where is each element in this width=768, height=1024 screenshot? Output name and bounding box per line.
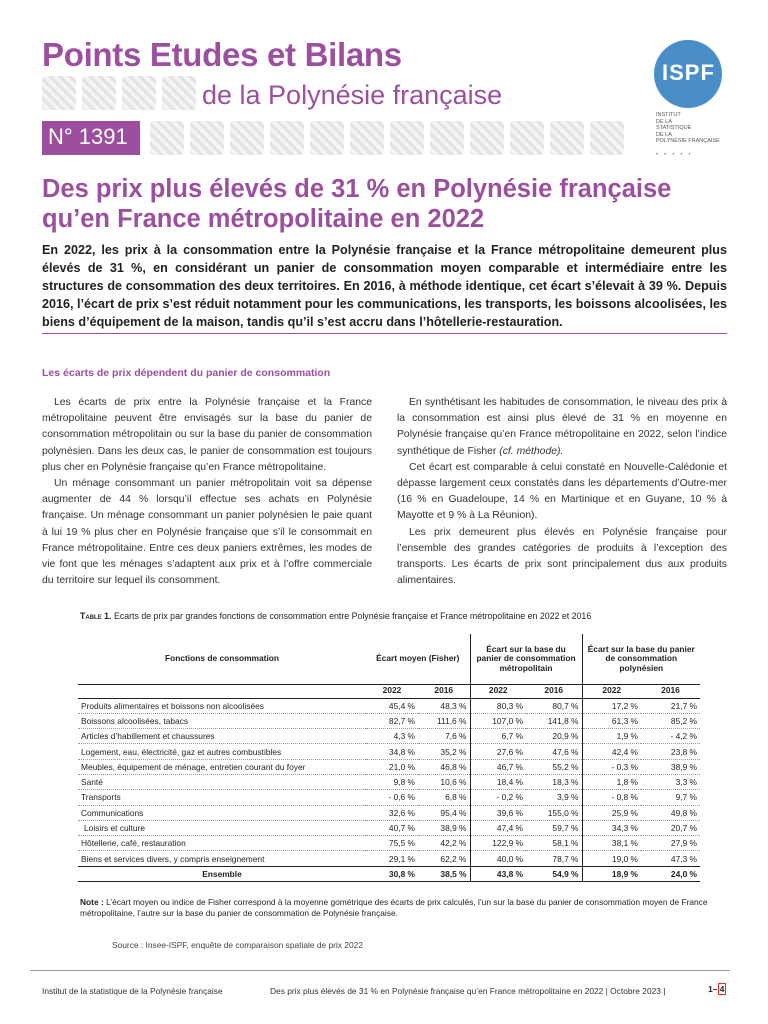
table-cell: 18,4 %	[470, 774, 526, 789]
table-cell: 48,3 %	[418, 698, 470, 713]
table-cell: 25,9 %	[582, 805, 641, 820]
table-cell: 23,8 %	[641, 744, 700, 759]
table-cell: - 0,6 %	[366, 790, 418, 805]
table-cell: 58,1 %	[526, 836, 582, 851]
table-cell: 85,2 %	[641, 713, 700, 728]
table-cell: 4,3 %	[366, 729, 418, 744]
paragraph: Les écarts de prix entre la Polynésie française et la France métropolitaine peuvent être envisagés sur la base du panier de consommation métropolitain ou sur la base du panier de consommation polynésien. Dans les deux cas, le panier de consommation est toujours plus cher en Polynésie française qu’en France métropolitaine.	[42, 397, 372, 473]
table-cell: 19,0 %	[582, 851, 641, 866]
note-text: L’écart moyen ou indice de Fisher correspond à la moyenne gométrique des écarts de prix calculés, l’un sur la base du panier de consommation moyen de France métropolitaine, l’autre sur la base du panier de consommation de Polynésie française.	[80, 897, 708, 918]
page-separator: –	[712, 984, 718, 994]
table-cell: 3,3 %	[641, 774, 700, 789]
table-cell: 21,7 %	[641, 698, 700, 713]
column-header: Écart moyen (Fisher)	[376, 653, 460, 663]
pattern-tile	[350, 121, 384, 155]
year-header: 2022	[366, 684, 418, 698]
table-cell: 18,3 %	[526, 774, 582, 789]
total-cell: 24,0 %	[641, 866, 700, 881]
table-cell: 40,7 %	[366, 820, 418, 835]
row-label: Meubles, équipement de ménage, entretien courant du foyer	[78, 759, 366, 774]
table-cell: - 0,3 %	[582, 759, 641, 774]
table-cell: 46,7 %	[470, 759, 526, 774]
pattern-tile	[390, 121, 424, 155]
year-header: 2022	[582, 684, 641, 698]
table-cell: 40,0 %	[470, 851, 526, 866]
table-cell: 27,9 %	[641, 836, 700, 851]
row-label: Santé	[78, 774, 366, 789]
paragraph: Les prix demeurent plus élevés en Polynésie française pour l’ensemble des grandes catégories de produits à l’exception des transports. Les écarts de prix sont principalement dus aux produits alimentaires.	[397, 526, 727, 587]
table-cell: 38,9 %	[641, 759, 700, 774]
paragraph: Cet écart est comparable à celui constaté en Nouvelle-Calédonie et dépasse largement ceux constatés dans les départements d’Outre-mer (16 % en Guadeloupe, 14 % en Martinique et en Guyane, 10 % à Mayotte et 9 % à La Réunion).	[397, 461, 727, 522]
table-cell: 38,9 %	[418, 820, 470, 835]
table-cell: - 0,8 %	[582, 790, 641, 805]
table-cell: 35,2 %	[418, 744, 470, 759]
row-label: Biens et services divers, y compris enseignement	[78, 851, 366, 866]
table-row	[78, 744, 700, 759]
row-label: Boissons alcoolisées, tabacs	[78, 713, 366, 728]
table-cell: 9,7 %	[641, 790, 700, 805]
table-cell: 122,9 %	[470, 836, 526, 851]
table-cell: 80,3 %	[470, 698, 526, 713]
table-cell: 6,7 %	[470, 729, 526, 744]
pattern-tile	[270, 121, 304, 155]
table-row	[78, 790, 700, 805]
pattern-tile	[82, 76, 116, 110]
logo-line: DE LA	[656, 118, 672, 125]
table-row	[78, 759, 700, 774]
table-cell: 47,3 %	[641, 851, 700, 866]
table-cell: 10,6 %	[418, 774, 470, 789]
pattern-tile	[190, 121, 224, 155]
text-column-left	[42, 395, 372, 589]
table-cell: 20,7 %	[641, 820, 700, 835]
price-gap-table	[78, 634, 700, 882]
pattern-tile	[430, 121, 464, 155]
publication-subtitle: de la Polynésie française	[202, 80, 503, 110]
pattern-tile	[470, 121, 504, 155]
total-cell: 30,8 %	[366, 866, 418, 881]
table-caption-label: Table 1.	[80, 611, 112, 621]
table-row	[78, 851, 700, 866]
row-label: Articles d’habillement et chaussures	[78, 729, 366, 744]
footer-institution: Institut de la statistique de la Polynésie française	[42, 986, 223, 996]
table-note	[80, 897, 710, 918]
logo-dots: •••••	[656, 152, 697, 158]
table-row	[78, 774, 700, 789]
pattern-tile	[122, 76, 156, 110]
table-row	[78, 820, 700, 835]
table-cell: 29,1 %	[366, 851, 418, 866]
table-cell: 46,8 %	[418, 759, 470, 774]
table-cell: 1,8 %	[582, 774, 641, 789]
note-label: Note :	[80, 897, 104, 907]
total-label: Ensemble	[78, 866, 366, 881]
table-header-row	[78, 634, 700, 684]
table-cell: 59,7 %	[526, 820, 582, 835]
total-cell: 54,9 %	[526, 866, 582, 881]
table-cell: 61,3 %	[582, 713, 641, 728]
table-cell: 111,6 %	[418, 713, 470, 728]
table-caption	[80, 611, 591, 621]
column-header: Écart sur la base du panier de consommation polynésien	[582, 634, 700, 684]
table-caption-text: Ecarts de prix par grandes fonctions de consommation entre Polynésie française et France métropolitaine en 2022 et 2016	[113, 611, 592, 621]
table-body	[78, 698, 700, 882]
table-cell: 75,5 %	[366, 836, 418, 851]
row-label: Loisirs et culture	[78, 820, 366, 835]
table-cell: 141,8 %	[526, 713, 582, 728]
issue-number: N° 1391	[42, 121, 140, 155]
row-label: Produits alimentaires et boissons non alcoolisées	[78, 698, 366, 713]
table-row	[78, 836, 700, 851]
pattern-tile	[150, 121, 184, 155]
footer-divider	[30, 970, 730, 971]
table-cell: - 0,2 %	[470, 790, 526, 805]
logo-line: INSTITUT	[656, 112, 681, 118]
table-cell: - 4,2 %	[641, 729, 700, 744]
table-row	[78, 713, 700, 728]
column-header: Fonctions de consommation	[165, 653, 279, 663]
text-column-right	[397, 395, 727, 589]
pattern-tile	[510, 121, 544, 155]
logo-line: POLYNÉSIE FRANÇAISE	[656, 138, 720, 144]
pattern-tile	[230, 121, 264, 155]
paragraph-text: En synthétisant les habitudes de consommation, le niveau des prix à la consommation est ainsi plus élevé de 31 % en moyenne en Polynésie française qu’en France métropolitaine en 2022, selon l’indice synthétique de Fisher	[397, 397, 727, 457]
pattern-tile	[42, 76, 76, 110]
logo-line: STATISTIQUE	[656, 125, 692, 131]
header-pattern-row-2	[150, 121, 624, 155]
table-cell: 82,7 %	[366, 713, 418, 728]
table-row	[78, 698, 700, 713]
table-cell: 38,1 %	[582, 836, 641, 851]
footer-title-date: Des prix plus élevés de 31 % en Polynésie française qu’en France métropolitaine en 2022 | Octobre 2023 |	[270, 986, 666, 996]
table-cell: 155,0 %	[526, 805, 582, 820]
column-header: Écart sur la base du panier de consommation métropolitain	[470, 634, 582, 684]
method-reference: (cf. méthode).	[499, 445, 564, 457]
table-cell: 39,6 %	[470, 805, 526, 820]
year-header: 2016	[526, 684, 582, 698]
table-cell: 32,6 %	[366, 805, 418, 820]
year-header: 2016	[418, 684, 470, 698]
row-label: Transports	[78, 790, 366, 805]
main-title: Des prix plus élevés de 31 % en Polynésie française qu’en France métropolitaine en 2022	[42, 175, 672, 233]
pattern-tile	[590, 121, 624, 155]
ispf-logo	[648, 40, 728, 160]
table-cell: 6,8 %	[418, 790, 470, 805]
total-cell: 38,5 %	[418, 866, 470, 881]
table-year-row	[78, 684, 700, 698]
table-cell: 17,2 %	[582, 698, 641, 713]
table-cell: 62,2 %	[418, 851, 470, 866]
table-cell: 1,9 %	[582, 729, 641, 744]
pattern-tile	[162, 76, 196, 110]
page-number	[708, 984, 726, 994]
table-cell: 27,6 %	[470, 744, 526, 759]
pattern-tile	[550, 121, 584, 155]
row-label: Hôtellerie, café, restauration	[78, 836, 366, 851]
pattern-tile	[310, 121, 344, 155]
year-header: 2016	[641, 684, 700, 698]
intro-paragraph: En 2022, les prix à la consommation entre la Polynésie française et la France métropolitaine demeurent plus élevés de 31 %, en considérant un panier de consommation moyen comparable et intermédiaire entre les structures de consommation des deux territoires. En 2016, à méthode identique, cet écart s’élevait à 39 %. Depuis 2016, l’écart de prix s’est réduit notamment pour les communications, les transports, les boissons alcoolisées, les biens d’équipement de la maison, tandis qu’il s’est accru dans l’hôtellerie-restauration.	[42, 243, 727, 329]
table-cell: 55,2 %	[526, 759, 582, 774]
header-pattern-row-1	[42, 76, 196, 110]
publication-title: Points Etudes et Bilans	[42, 36, 402, 73]
section-heading: Les écarts de prix dépendent du panier de consommation	[42, 367, 331, 379]
total-cell: 18,9 %	[582, 866, 641, 881]
year-header: 2022	[470, 684, 526, 698]
table-cell: 78,7 %	[526, 851, 582, 866]
page-current: 1	[708, 984, 713, 994]
table-cell: 7,6 %	[418, 729, 470, 744]
logo-institution-text	[656, 112, 720, 145]
table-cell: 21,0 %	[366, 759, 418, 774]
paragraph: Un ménage consommant un panier métropolitain voit sa dépense augmenter de 44 % lorsqu’il effectue ses achats en Polynésie française. Un ménage consommant un panier polynésien le paie quant à lui 19 % plus cher en Polynésie française que s’il le consommait en France métropolitaine. Entre ces deux paniers extrêmes, les modes de vie font que les ménages s’adaptent aux prix et à l’offre commerciale du territoire sur lequel ils consomment.	[42, 478, 372, 587]
table-cell: 80,7 %	[526, 698, 582, 713]
table-cell: 47,4 %	[470, 820, 526, 835]
divider	[42, 333, 727, 334]
table-cell: 49,8 %	[641, 805, 700, 820]
table-row	[78, 805, 700, 820]
table-cell: 42,4 %	[582, 744, 641, 759]
table-cell: 20,9 %	[526, 729, 582, 744]
table-cell: 47,6 %	[526, 744, 582, 759]
row-label: Logement, eau, électricité, gaz et autres combustibles	[78, 744, 366, 759]
table-cell: 45,4 %	[366, 698, 418, 713]
table-total-row	[78, 866, 700, 881]
logo-line: DE LA	[656, 131, 672, 138]
paragraph	[397, 395, 727, 460]
table-cell: 34,3 %	[582, 820, 641, 835]
table-cell: 107,0 %	[470, 713, 526, 728]
table-cell: 3,9 %	[526, 790, 582, 805]
page-total: 4	[719, 984, 725, 994]
row-label: Communications	[78, 805, 366, 820]
source-text: Source : Insee-ISPF, enquête de comparaison spatiale de prix 2022	[112, 940, 363, 950]
table-row	[78, 729, 700, 744]
table-cell: 42,2 %	[418, 836, 470, 851]
table-cell: 34,8 %	[366, 744, 418, 759]
table-cell: 9,8 %	[366, 774, 418, 789]
logo-name: ISPF	[662, 60, 715, 85]
total-cell: 43,8 %	[470, 866, 526, 881]
table-cell: 95,4 %	[418, 805, 470, 820]
column-header	[78, 684, 366, 698]
